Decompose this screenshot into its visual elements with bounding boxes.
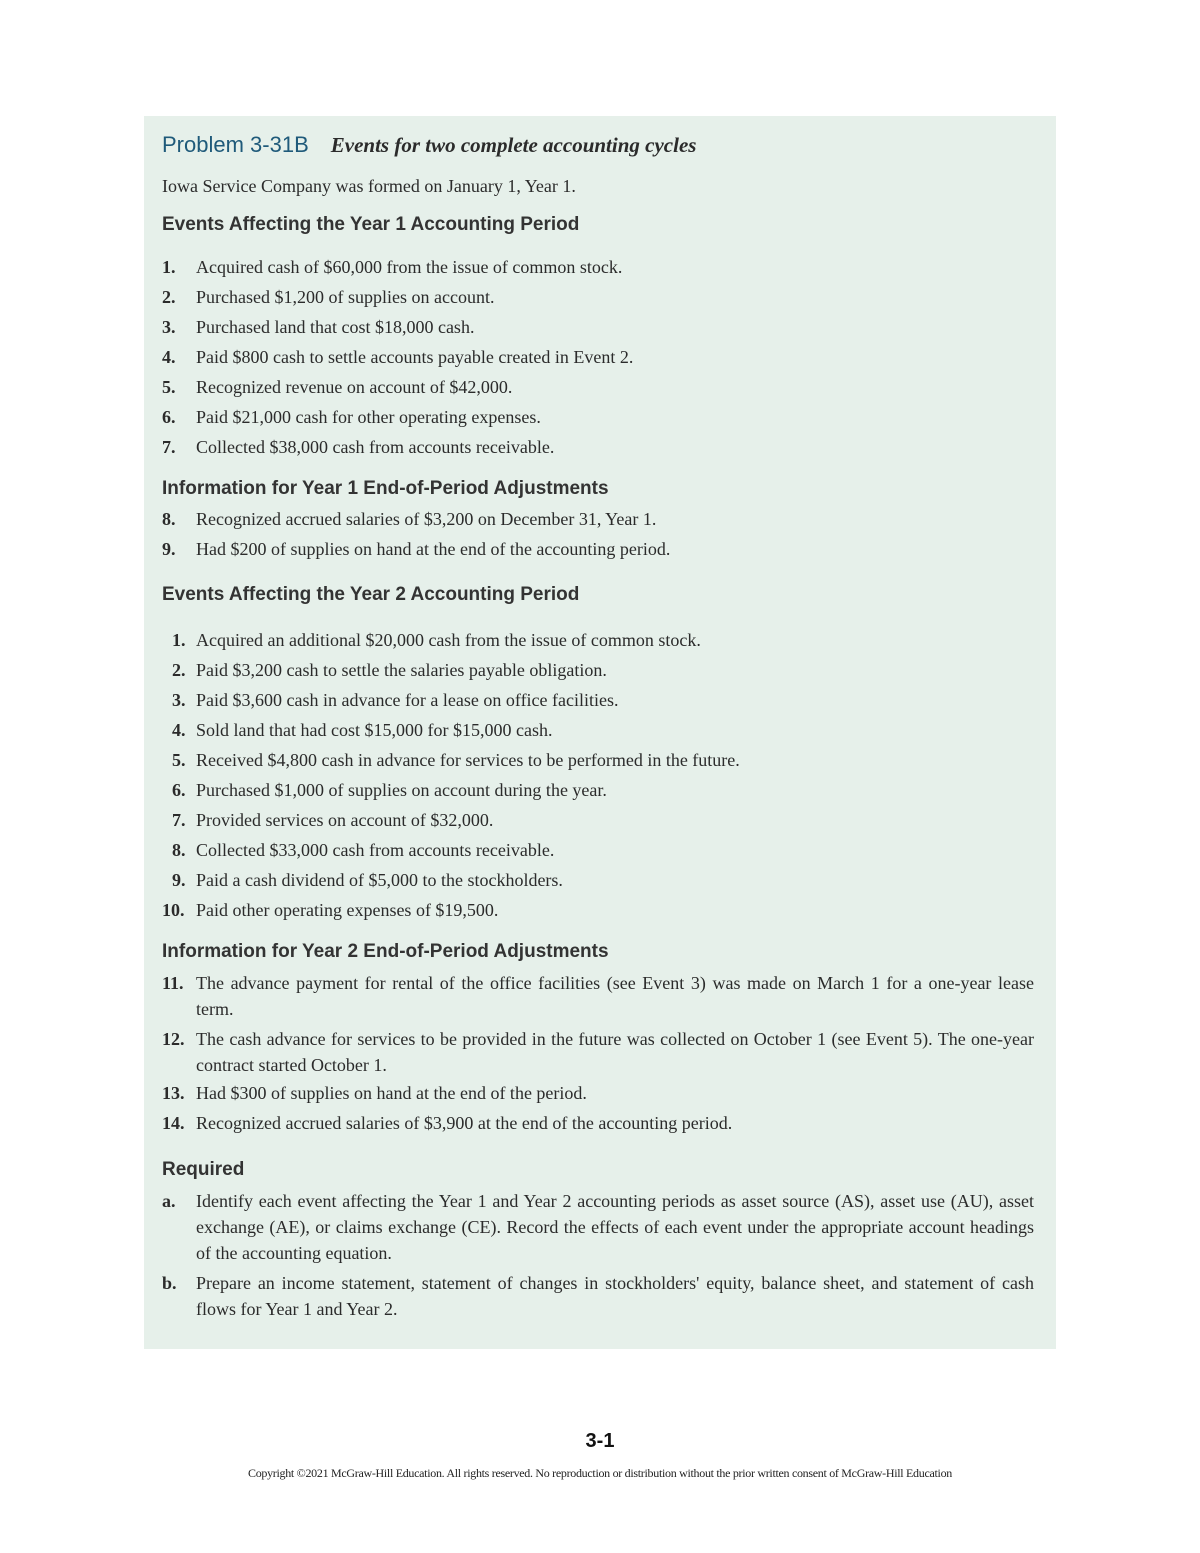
item-text: Acquired cash of $60,000 from the issue of common stock. [196, 257, 623, 277]
item-text: Purchased land that cost $18,000 cash. [196, 317, 475, 337]
required-list [162, 1188, 1034, 1322]
list-item [162, 534, 1034, 564]
year1-adjustments-list [162, 504, 1034, 564]
item-number: 8. [162, 509, 176, 529]
item-text: Paid other operating expenses of $19,500. [196, 900, 499, 920]
copyright-notice: Copyright ©2021 McGraw-Hill Education. All rights reserved. No reproduction or distribution without the prior written consent of McGraw-Hill Education [248, 1466, 952, 1480]
item-text: Had $200 of supplies on hand at the end of the accounting period. [196, 539, 671, 559]
item-text: The advance payment for rental of the office facilities (see Event 3) was made on March 1 for a one-year lease term. [196, 973, 1034, 1019]
year2-events-list [162, 625, 1034, 925]
item-number: 4. [162, 347, 176, 367]
list-item [162, 715, 1034, 745]
list-item [162, 282, 1034, 312]
list-item [162, 372, 1034, 402]
item-text: Recognized revenue on account of $42,000. [196, 377, 513, 397]
list-item [162, 504, 1034, 534]
item-text: Prepare an income statement, statement of changes in stockholders' equity, balance sheet, and statement of cash flows for Year 1 and Year 2. [196, 1273, 1034, 1319]
item-number: 10. [162, 900, 185, 920]
section-heading-year1-adjustments: Information for Year 1 End-of-Period Adjustments [162, 478, 609, 499]
problem-number: Problem 3-31B [162, 132, 309, 157]
problem-title: Events for two complete accounting cycles [330, 132, 697, 157]
list-item [162, 1108, 1034, 1138]
item-number: 12. [162, 1029, 185, 1049]
list-item [162, 745, 1034, 775]
problem-header [162, 123, 1034, 167]
list-item [162, 775, 1034, 805]
page-number: 3-1 [585, 1430, 615, 1452]
problem-panel [144, 116, 1056, 1349]
section-heading-required: Required [162, 1159, 245, 1180]
problem-intro: Iowa Service Company was formed on January 1, Year 1. [162, 176, 576, 196]
item-text: Paid $3,200 cash to settle the salaries payable obligation. [196, 660, 607, 680]
item-letter: b. [162, 1273, 177, 1293]
list-item [162, 970, 1034, 1022]
item-text: Recognized accrued salaries of $3,200 on December 31, Year 1. [196, 509, 657, 529]
item-text: Provided services on account of $32,000. [196, 810, 494, 830]
item-number: 7. [162, 437, 176, 457]
list-item [162, 1078, 1034, 1108]
item-number: 11. [162, 973, 184, 993]
item-number: 2. [172, 660, 186, 680]
item-number: 2. [162, 287, 176, 307]
item-number: 3. [172, 690, 186, 710]
item-number: 3. [162, 317, 176, 337]
section-heading-year2-adjustments: Information for Year 2 End-of-Period Adjustments [162, 941, 609, 962]
list-item [162, 835, 1034, 865]
item-text: Paid $800 cash to settle accounts payable created in Event 2. [196, 347, 634, 367]
list-item [162, 655, 1034, 685]
item-text: The cash advance for services to be provided in the future was collected on October 1 (see Event 5). The one-year contract started October 1. [196, 1029, 1034, 1075]
year1-events-list [162, 252, 1034, 462]
section-heading-year2-events: Events Affecting the Year 2 Accounting Period [162, 584, 580, 605]
item-number: 6. [162, 407, 176, 427]
item-text: Paid $3,600 cash in advance for a lease on office facilities. [196, 690, 619, 710]
list-item [162, 312, 1034, 342]
item-number: 4. [172, 720, 186, 740]
item-number: 6. [172, 780, 186, 800]
list-item [162, 625, 1034, 655]
list-item [162, 1026, 1034, 1078]
item-number: 8. [172, 840, 186, 860]
item-number: 5. [172, 750, 186, 770]
list-item [162, 432, 1034, 462]
item-text: Paid a cash dividend of $5,000 to the stockholders. [196, 870, 563, 890]
item-text: Collected $38,000 cash from accounts receivable. [196, 437, 555, 457]
section-heading-year1-events: Events Affecting the Year 1 Accounting Period [162, 214, 580, 235]
year2-adjustments-list [162, 970, 1034, 1138]
item-number: 9. [172, 870, 186, 890]
item-text: Acquired an additional $20,000 cash from the issue of common stock. [196, 630, 701, 650]
list-item [162, 1270, 1034, 1322]
item-text: Purchased $1,000 of supplies on account during the year. [196, 780, 607, 800]
item-number: 9. [162, 539, 176, 559]
list-item [162, 252, 1034, 282]
list-item [162, 865, 1034, 895]
list-item [162, 895, 1034, 925]
item-letter: a. [162, 1191, 176, 1211]
item-text: Purchased $1,200 of supplies on account. [196, 287, 495, 307]
item-number: 1. [162, 257, 176, 277]
item-text: Paid $21,000 cash for other operating expenses. [196, 407, 541, 427]
list-item [162, 805, 1034, 835]
item-text: Collected $33,000 cash from accounts receivable. [196, 840, 555, 860]
item-text: Had $300 of supplies on hand at the end of the period. [196, 1083, 587, 1103]
item-text: Received $4,800 cash in advance for services to be performed in the future. [196, 750, 740, 770]
list-item [162, 402, 1034, 432]
item-number: 14. [162, 1113, 185, 1133]
item-number: 13. [162, 1083, 185, 1103]
item-number: 5. [162, 377, 176, 397]
list-item [162, 342, 1034, 372]
list-item [162, 1188, 1034, 1266]
item-number: 7. [172, 810, 186, 830]
item-text: Recognized accrued salaries of $3,900 at the end of the accounting period. [196, 1113, 733, 1133]
item-number: 1. [172, 630, 186, 650]
list-item [162, 685, 1034, 715]
item-text: Sold land that had cost $15,000 for $15,000 cash. [196, 720, 553, 740]
item-text: Identify each event affecting the Year 1 and Year 2 accounting periods as asset source (AS), asset use (AU), asset exchange (AE), or claims exchange (CE). Record the effects of each event under the appropriate account headings of the accounting equation. [196, 1191, 1034, 1263]
